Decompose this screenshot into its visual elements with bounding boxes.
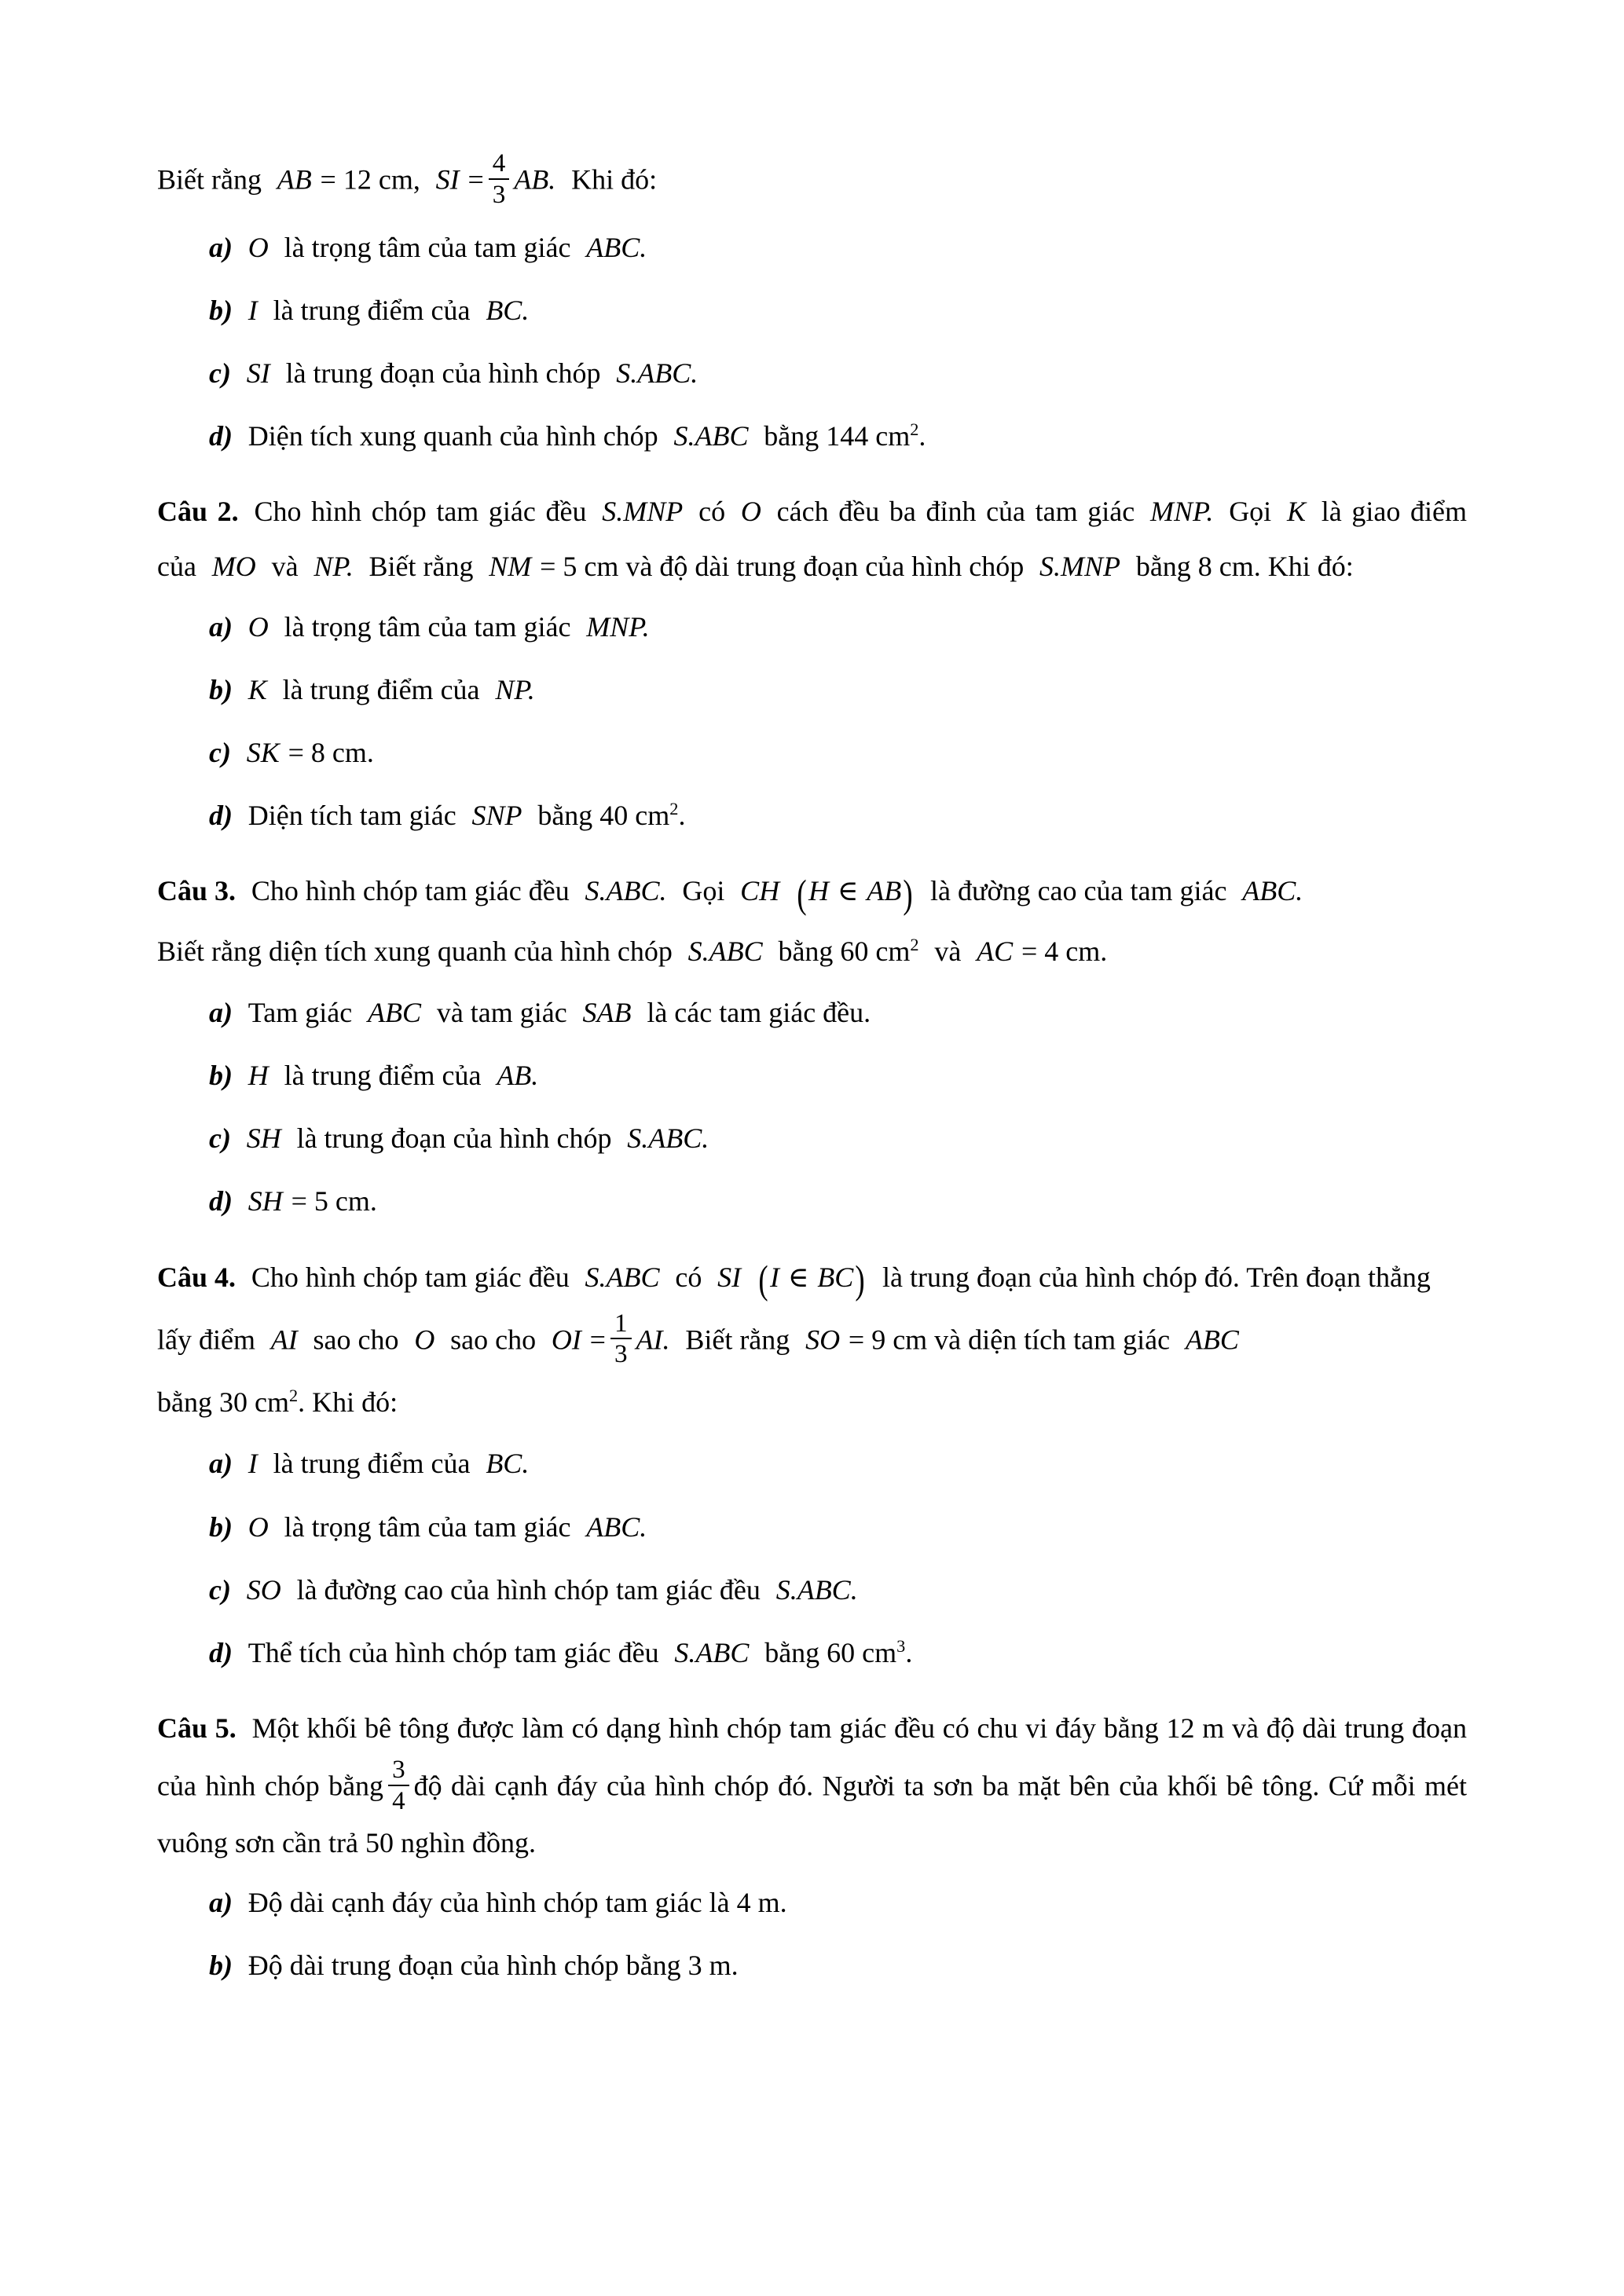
list-item <box>157 1562 1467 1617</box>
item-symbol: H <box>247 1059 269 1091</box>
question-2-item-list <box>157 599 1467 844</box>
question-text: Cho hình chóp tam giác đều <box>251 875 570 907</box>
item-symbol: K <box>247 673 267 705</box>
item-label: c) <box>209 737 231 769</box>
item-symbol-2: NP. <box>495 673 535 705</box>
item-symbol: O <box>247 610 269 643</box>
item-symbol: SH <box>247 1185 283 1218</box>
item-period: . <box>678 800 686 832</box>
question-text: Cho hình chóp tam giác đều <box>254 496 587 528</box>
paren-close: ) <box>903 871 913 917</box>
question-symbol: S.ABC <box>585 1261 660 1293</box>
question-text: = 4 cm. <box>1021 935 1108 967</box>
question-text: Biết rằng <box>368 551 474 583</box>
item-label: d) <box>209 800 233 832</box>
item-text: = 5 cm. <box>291 1185 377 1218</box>
question-symbol: ABC <box>1185 1324 1239 1356</box>
question-text: Biết rằng diện tích xung quanh của hình chóp <box>157 935 673 967</box>
item-text: = 8 cm. <box>288 737 374 769</box>
question-text: Gọi <box>682 875 725 907</box>
intro-ab-symbol: AB <box>277 163 312 196</box>
item-symbol: SH <box>246 1122 281 1155</box>
question-symbol: OI <box>551 1324 581 1356</box>
intro-equals: = <box>467 163 484 196</box>
item-text: là trọng tâm của tam giác <box>284 1511 571 1543</box>
item-label: b) <box>209 673 233 705</box>
question-symbol: O <box>414 1324 435 1356</box>
item-text: Thể tích của hình chóp tam giác đều <box>247 1637 659 1668</box>
item-label: d) <box>209 1637 233 1668</box>
item-label: b) <box>209 1059 233 1091</box>
item-period: . <box>905 1637 913 1668</box>
item-text: là trọng tâm của tam giác <box>284 231 571 263</box>
list-item <box>157 1500 1467 1554</box>
list-item <box>157 1875 1467 1930</box>
question-symbol: MO <box>211 551 256 583</box>
fraction-denominator: 4 <box>388 1785 409 1815</box>
item-text: Diện tích xung quanh của hình chóp <box>247 420 658 452</box>
item-symbol-2: ABC. <box>586 1511 647 1543</box>
question-text-2: độ dài cạnh đáy của hình chóp đó. Người ta sơn ba mặt bên của khối bê tông. Cứ mỗi mét vuông sơn cần trả 50 nghìn đồng. <box>157 1770 1467 1858</box>
question-symbol: O <box>740 496 761 528</box>
list-item <box>157 1048 1467 1103</box>
item-symbol: SO <box>246 1573 281 1606</box>
question-text: là giao điểm của <box>157 496 1467 583</box>
item-symbol-2: S.ABC. <box>616 357 698 389</box>
question-text: Cho hình chóp tam giác đều <box>251 1261 570 1293</box>
list-item <box>157 788 1467 843</box>
item-symbol: SK <box>246 737 280 769</box>
question-symbol: MNP. <box>1150 496 1214 528</box>
question-symbol: S.ABC. <box>585 875 667 907</box>
question-symbol: NM <box>489 551 532 583</box>
item-symbol-2: MNP. <box>586 610 650 643</box>
list-item <box>157 599 1467 654</box>
item-symbol-3: SAB <box>582 996 632 1028</box>
fraction-numerator: 3 <box>392 1755 405 1785</box>
list-item <box>157 1938 1467 1993</box>
item-symbol: O <box>247 231 269 263</box>
question-2-heading <box>157 484 1467 594</box>
item-symbol: I <box>247 294 258 326</box>
item-label: a) <box>209 610 233 643</box>
list-item <box>157 985 1467 1040</box>
question-number: Câu 4. <box>157 1261 236 1293</box>
item-text: Độ dài cạnh đáy của hình chóp tam giác là 4 m. <box>247 1887 787 1919</box>
question-symbol: S.ABC <box>687 935 763 967</box>
question-text: là đường cao của tam giác <box>930 875 1227 907</box>
list-item <box>157 408 1467 463</box>
question-text: có <box>675 1261 702 1293</box>
item-text: là đường cao của hình chóp tam giác đều <box>296 1573 761 1606</box>
question-symbol: AC <box>977 935 1014 967</box>
question-text: Gọi <box>1229 496 1272 528</box>
question-symbol: CH <box>740 875 780 907</box>
item-value: bằng 60 cm <box>764 1637 897 1668</box>
item-text-2: và tam giác <box>436 996 567 1028</box>
item-text: là trung điểm của <box>284 1059 482 1091</box>
equals-sign: = <box>589 1324 606 1356</box>
item-label: b) <box>209 1511 233 1543</box>
question-text: = 9 cm và diện tích tam giác <box>848 1324 1171 1356</box>
item-symbol-2: S.ABC <box>674 1637 750 1668</box>
question-text: lấy điểm <box>157 1324 255 1356</box>
question-4-second-line <box>157 1309 1467 1369</box>
question-symbol: AI <box>270 1324 298 1356</box>
element-of-icon: ∈ <box>787 1261 809 1293</box>
question-superscript: 2 <box>910 934 919 954</box>
question-3-heading <box>157 863 1467 918</box>
question-text: và <box>271 551 299 583</box>
question-fraction <box>610 1309 632 1369</box>
question-superscript: 2 <box>288 1386 299 1406</box>
item-text: là trung điểm của <box>273 294 471 326</box>
question-text: cách đều ba đỉnh của tam giác <box>776 496 1135 528</box>
question-text: có <box>698 496 726 528</box>
paren-symbol-2: AB <box>867 875 902 907</box>
fraction-denominator: 3 <box>489 178 510 209</box>
item-symbol-2: S.ABC. <box>775 1573 858 1606</box>
list-item <box>157 346 1467 401</box>
question-fraction <box>388 1756 409 1815</box>
question-number: Câu 5. <box>157 1712 236 1745</box>
item-label: a) <box>209 231 233 263</box>
list-item <box>157 283 1467 338</box>
paren-symbol-2: BC <box>817 1261 854 1293</box>
intro-item-list <box>157 220 1467 464</box>
question-5-heading <box>157 1701 1467 1870</box>
item-symbol-2: SNP <box>471 800 522 832</box>
item-text: là trung đoạn của hình chóp <box>285 357 601 389</box>
item-label: a) <box>209 1448 233 1480</box>
list-item <box>157 1111 1467 1166</box>
intro-prefix: Biết rằng <box>157 163 262 196</box>
intro-ab-value: = 12 cm, <box>320 163 420 196</box>
question-text: bằng 8 cm. Khi đó: <box>1135 551 1354 583</box>
item-superscript: 2 <box>910 419 919 440</box>
item-label: a) <box>209 1887 233 1919</box>
item-text: là trọng tâm của tam giác <box>284 610 571 643</box>
item-label: d) <box>209 420 233 452</box>
item-symbol: I <box>247 1448 258 1480</box>
item-symbol-2: BC. <box>486 1448 530 1480</box>
fraction-denominator: 3 <box>610 1338 632 1368</box>
item-symbol-2: AB. <box>497 1059 539 1091</box>
item-label: a) <box>209 996 233 1028</box>
paren-symbol: H <box>808 875 829 907</box>
item-label: c) <box>209 357 231 389</box>
question-number: Câu 2. <box>157 496 239 528</box>
item-symbol-2: BC. <box>486 294 530 326</box>
question-value: bằng 30 cm <box>157 1386 289 1419</box>
item-label: d) <box>209 1185 233 1218</box>
intro-fraction <box>489 149 510 209</box>
list-item <box>157 1174 1467 1229</box>
question-symbol: AI. <box>636 1324 670 1356</box>
question-symbol: SI <box>717 1261 742 1293</box>
question-text: là trung đoạn của hình chóp đó. Trên đoạn thẳng <box>882 1261 1431 1293</box>
question-text: . Khi đó: <box>298 1386 398 1419</box>
intro-si-tail: AB. <box>514 163 556 196</box>
item-symbol: O <box>247 1511 269 1543</box>
intro-paragraph <box>157 149 1467 209</box>
item-symbol-2: ABC. <box>586 231 647 263</box>
question-symbol: S.MNP <box>1039 551 1121 583</box>
item-label: b) <box>209 294 233 326</box>
item-symbol-2: S.ABC. <box>627 1122 709 1155</box>
intro-suffix: Khi đó: <box>571 163 658 196</box>
item-symbol: SI <box>246 357 270 389</box>
item-superscript: 3 <box>896 1636 906 1656</box>
question-3-second-line <box>157 924 1467 979</box>
element-of-icon: ∈ <box>837 875 859 907</box>
list-item <box>157 1436 1467 1491</box>
question-text: = 5 cm và độ dài trung đoạn của hình chóp <box>540 551 1025 583</box>
question-4-third-line <box>157 1375 1467 1430</box>
question-symbol: NP. <box>313 551 354 583</box>
question-text: Một khối bê tông được làm có dạng hình chóp tam giác đều có chu vi đáy bằng 12 m và độ dài trung đoạn của hình chóp bằng <box>157 1712 1467 1802</box>
item-label: c) <box>209 1122 231 1155</box>
fraction-numerator: 1 <box>614 1308 628 1338</box>
item-text: là trung đoạn của hình chóp <box>296 1122 612 1155</box>
item-period: . <box>918 420 926 452</box>
paren-open: ( <box>797 871 807 917</box>
fraction-numerator: 4 <box>492 148 506 178</box>
item-text: Diện tích tam giác <box>247 800 456 832</box>
question-4-item-list <box>157 1436 1467 1680</box>
item-label: b) <box>209 1950 233 1982</box>
question-text: Biết rằng <box>685 1324 790 1356</box>
question-symbol: S.MNP <box>602 496 684 528</box>
question-number: Câu 3. <box>157 875 236 907</box>
item-label: c) <box>209 1573 231 1606</box>
item-superscript: 2 <box>669 799 679 819</box>
item-text: là trung điểm của <box>282 673 480 705</box>
item-text-3: là các tam giác đều. <box>647 996 871 1028</box>
list-item <box>157 220 1467 275</box>
list-item <box>157 662 1467 717</box>
list-item <box>157 1625 1467 1680</box>
question-symbol: K <box>1286 496 1306 528</box>
paren-close: ) <box>855 1257 865 1302</box>
item-text: là trung điểm của <box>273 1448 471 1480</box>
list-item <box>157 725 1467 780</box>
question-value: bằng 60 cm <box>778 935 911 967</box>
question-text: sao cho <box>450 1324 537 1356</box>
item-symbol-2: ABC <box>368 996 422 1028</box>
question-symbol: SO <box>805 1324 841 1356</box>
item-symbol-2: S.ABC <box>673 420 749 452</box>
question-3-item-list <box>157 985 1467 1229</box>
question-symbol: ABC. <box>1242 875 1303 907</box>
question-4-heading <box>157 1250 1467 1305</box>
question-text: và <box>934 935 962 967</box>
item-value: bằng 40 cm <box>537 800 670 832</box>
item-text: Tam giác <box>247 996 353 1028</box>
intro-si-symbol: SI <box>435 163 460 196</box>
question-5-item-list <box>157 1875 1467 1993</box>
paren-symbol: I <box>769 1261 779 1293</box>
question-text: sao cho <box>313 1324 399 1356</box>
item-value: bằng 144 cm <box>764 420 911 452</box>
item-text: Độ dài trung đoạn của hình chóp bằng 3 m. <box>247 1950 739 1982</box>
paren-open: ( <box>758 1257 768 1302</box>
